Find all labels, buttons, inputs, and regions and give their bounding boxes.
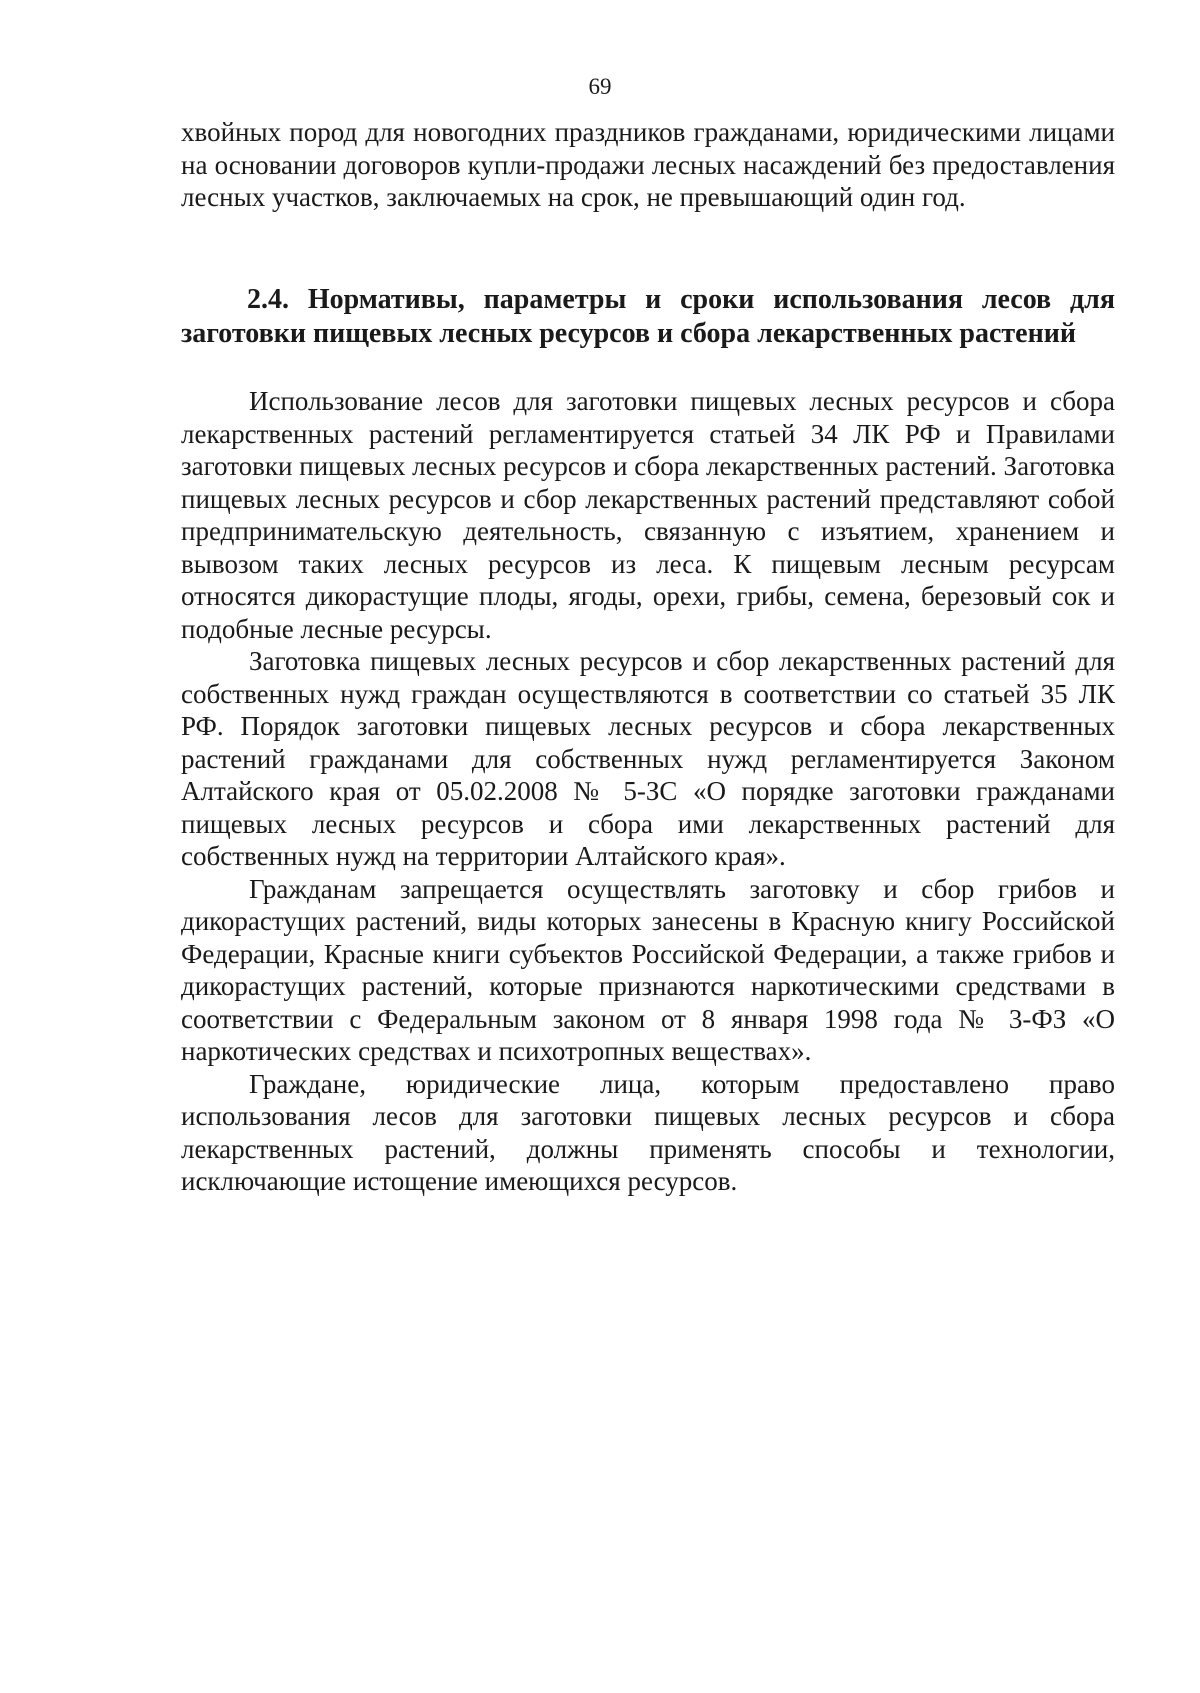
section-body	[181, 385, 1115, 1198]
intro-paragraph: хвойных пород для новогодних праздников гражданами, юридическими лицами на основании договоров купли-продажи лесных насаждений без предоставления лесных участков, заключаемых на срок, не превышающий один год.	[181, 117, 1115, 212]
section-paragraph: Граждане, юридические лица, которым предоставлено право использования лесов для заготовки пищевых лесных ресурсов и сбора лекарственных растений, должны применять способы и технологии, исключающие истощение имеющихся ресурсов.	[181, 1068, 1115, 1196]
section-heading: 2.4. Нормативы, параметры и сроки использования лесов для заготовки пищевых лесных ресурсов и сбора лекарственных растений	[181, 284, 1115, 349]
page-number: 69	[588, 74, 612, 99]
intro-block	[181, 116, 1115, 214]
section-paragraph: Использование лесов для заготовки пищевых лесных ресурсов и сбора лекарственных растений регламентируется статьей 34 ЛК РФ и Правилами заготовки пищевых лесных ресурсов и сбора лекарственных растений. Заготовка пищевых лесных ресурсов и сбор лекарственных растений представляют собой предпринимательскую деятельность, связанную с изъятием, хранением и вывозом таких лесных ресурсов из леса. К пищевым лесным ресурсам относятся дикорастущие плоды, ягоды, орехи, грибы, семена, березовый сок и подобные лесные ресурсы.	[181, 386, 1115, 644]
section-paragraph: Заготовка пищевых лесных ресурсов и сбор лекарственных растений для собственных нужд граждан осуществляются в соответствии со статьей 35 ЛК РФ. Порядок заготовки пищевых лесных ресурсов и сбора лекарственных растений гражданами для собственных нужд регламентируется Законом Алтайского края от 05.02.2008 № 5-ЗС «О порядке заготовки гражданами пищевых лесных ресурсов и сбора ими лекарственных растений для собственных нужд на территории Алтайского края».	[181, 646, 1115, 871]
section-paragraph: Гражданам запрещается осуществлять заготовку и сбор грибов и дикорастущих растений, виды которых занесены в Красную книгу Российской Федерации, Красные книги субъектов Российской Федерации, а также грибов и дикорастущих растений, которые признаются наркотическими средствами в соответствии с Федеральным законом от 8 января 1998 года № 3-ФЗ «О наркотических средствах и психотропных веществах».	[181, 873, 1115, 1066]
